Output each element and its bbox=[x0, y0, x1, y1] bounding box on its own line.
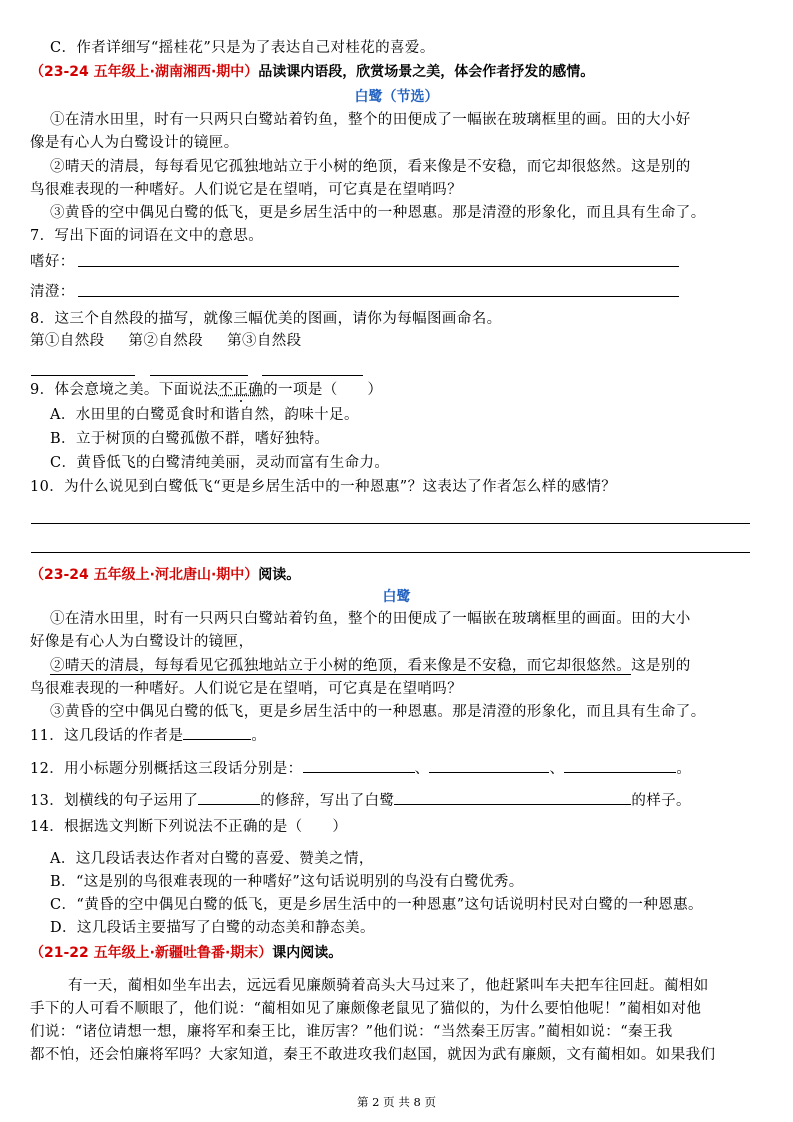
q14-option-a: A．这几段话表达作者对白鹭的喜爱、赞美之情， bbox=[50, 851, 374, 867]
q11-end: 。 bbox=[251, 728, 267, 744]
s3-line1: 有一天，蔺相如坐车出去，远远看见廉颇骑着高头大马过来了，他赶紧叫车夫把车往回赶。蔺相如 bbox=[68, 978, 709, 994]
question-8: 8．这三个自然段的描写，就像三幅优美的图画，请你为每幅图画命名。 bbox=[30, 311, 502, 327]
s3-line2: 手下的人可看不顺眼了，他们说：“蔺相如见了廉颇像老鼠见了猫似的，为什么要怕他呢！”蔺相如对他 bbox=[30, 1001, 702, 1017]
q8-answer-line-2[interactable] bbox=[150, 375, 248, 376]
s3-line3: 们说：“诸位请想一想，廉将军和秦王比，谁厉害？”他们说：“当然秦王厉害。”蔺相如说：“秦王我 bbox=[30, 1024, 673, 1040]
s1-para1-line2: 像是有心人为白鹭设计的镜匣。 bbox=[30, 135, 239, 151]
q12-blank-3[interactable] bbox=[564, 758, 676, 773]
q8-label-3: 第③自然段 bbox=[227, 333, 302, 349]
q8-label-2: 第②自然段 bbox=[128, 333, 204, 349]
s3-line4: 都不怕，还会怕廉将军吗？大家知道，秦王不敢进攻我们赵国，就因为武有廉颇，文有蔺相如。如果我们 bbox=[30, 1047, 716, 1063]
question-10: 10．为什么说见到白鹭低飞“更是乡居生活中的一种恩惠”？这表达了作者怎么样的感情？ bbox=[30, 479, 617, 495]
q11-text: 11．这几段话的作者是 bbox=[30, 728, 184, 744]
q12-sep-2: 、 bbox=[549, 761, 565, 777]
q7-word-label-2: 清澄： bbox=[30, 284, 75, 300]
section3-instruction: 课内阅读。 bbox=[272, 945, 343, 961]
q9-text-pre: 9．体会意境之美。下面说法 bbox=[30, 382, 219, 398]
q8-answer-line-1[interactable] bbox=[31, 375, 135, 376]
section1-passage-title: 白鹭（节选） bbox=[354, 89, 439, 105]
q10-answer-line-1[interactable] bbox=[31, 523, 750, 524]
s2-para2-line1 bbox=[50, 656, 691, 676]
q10-answer-line-2[interactable] bbox=[31, 552, 750, 553]
q12-blank-1[interactable] bbox=[303, 758, 415, 773]
question-7: 7．写出下面的词语在文中的意思。 bbox=[30, 228, 264, 244]
section3-source: （21-22 五年级上·新疆吐鲁番·期末） bbox=[30, 945, 273, 961]
section2-header bbox=[30, 565, 300, 585]
q8-answer-line-3[interactable] bbox=[262, 375, 363, 376]
q14-option-c: C．“黄昏的空中偶见白鹭的低飞，更是乡居生活中的一种恩惠”这句话说明村民对白鹭的一种恩惠。 bbox=[50, 897, 703, 913]
q8-labels bbox=[30, 331, 302, 351]
q12-blank-2[interactable] bbox=[429, 758, 549, 773]
page-footer: 第 2 页 共 8 页 bbox=[357, 1095, 436, 1109]
s1-para1-line1: ①在清水田里，时有一只两只白鹭站着钓鱼，整个的田便成了一幅嵌在玻璃框里的画。田的大小好 bbox=[50, 112, 691, 128]
s2-para1-line2: 好像是有心人为白鹭设计的镜匣， bbox=[30, 634, 254, 650]
q9-emphasis: 不正确 bbox=[218, 382, 264, 398]
section3-header bbox=[30, 943, 342, 963]
section2-passage-title: 白鹭 bbox=[382, 589, 411, 605]
q14-option-d: D．这几段话主要描写了白鹭的动态美和静态美。 bbox=[50, 920, 375, 936]
q12-end: 。 bbox=[676, 761, 692, 777]
q8-label-1: 第①自然段 bbox=[30, 333, 105, 349]
prev-option-c: C．作者详细写“摇桂花”只是为了表达自己对桂花的喜爱。 bbox=[50, 40, 435, 56]
q13-text-b: 的修辞，写出了白鹭 bbox=[260, 793, 395, 809]
q13-blank-1[interactable] bbox=[198, 790, 260, 805]
question-9 bbox=[30, 380, 382, 400]
q7-answer-line-2[interactable] bbox=[78, 296, 679, 297]
q13-text-a: 13．划横线的句子运用了 bbox=[30, 793, 199, 809]
question-13 bbox=[30, 790, 691, 811]
q13-blank-2[interactable] bbox=[394, 790, 631, 805]
s2-underlined-sentence: ②晴天的清晨，每每看见它孤独地站立于小树的绝顶，看来像是不安稳，而它却很悠然。 bbox=[50, 658, 632, 674]
section2-source: （23-24 五年级上·河北唐山·期中） bbox=[30, 567, 259, 583]
section1-source: （23-24 五年级上·湖南湘西·期中） bbox=[30, 64, 259, 80]
section1-header bbox=[30, 62, 594, 82]
q13-text-c: 的样子。 bbox=[631, 793, 691, 809]
q12-text: 12．用小标题分别概括这三段话分别是： bbox=[30, 761, 303, 777]
question-12 bbox=[30, 758, 691, 779]
s2-para2-rest: 这是别的 bbox=[631, 658, 691, 674]
q11-blank[interactable] bbox=[183, 725, 251, 740]
q9-text-post: 的一项是（ ） bbox=[263, 382, 383, 398]
s1-para2-line2: 鸟很难表现的一种嗜好。人们说它是在望哨，可它真是在望哨吗？ bbox=[30, 182, 463, 198]
s2-para1-line1: ①在清水田里，时有一只两只白鹭站着钓鱼，整个的田便成了一幅嵌在玻璃框里的画面。田的大小 bbox=[50, 611, 691, 627]
s1-para2-line1: ②晴天的清晨，每每看见它孤独地站立于小树的绝顶，看来像是不安稳，而它却很悠然。这是别的 bbox=[50, 159, 691, 175]
question-14: 14．根据选文判断下列说法不正确的是（ ） bbox=[30, 819, 348, 835]
s2-para3: ③黄昏的空中偶见白鹭的低飞，更是乡居生活中的一种恩惠。那是清澄的形象化，而且具有生命了。 bbox=[50, 704, 706, 720]
q14-option-b: B．“这是别的鸟很难表现的一种嗜好”这句话说明别的鸟没有白鹭优秀。 bbox=[50, 874, 524, 890]
q12-sep-1: 、 bbox=[414, 761, 430, 777]
s1-para3: ③黄昏的空中偶见白鹭的低飞，更是乡居生活中的一种恩惠。那是清澄的形象化，而且具有生命了。 bbox=[50, 205, 706, 221]
section2-instruction: 阅读。 bbox=[258, 567, 301, 583]
q9-option-b: B．立于树顶的白鹭孤傲不群，嗜好独特。 bbox=[50, 431, 330, 447]
q7-word-label-1: 嗜好： bbox=[30, 254, 75, 270]
q7-answer-line-1[interactable] bbox=[78, 266, 679, 267]
s2-para2-line2: 鸟很难表现的一种嗜好。人们说它是在望哨，可它真是在望哨吗？ bbox=[30, 681, 463, 697]
q9-option-c: C．黄昏低飞的白鹭清纯美丽，灵动而富有生命力。 bbox=[50, 455, 390, 471]
question-11 bbox=[30, 725, 266, 746]
section1-instruction: 品读课内语段，欣赏场景之美，体会作者抒发的感情。 bbox=[258, 64, 595, 80]
q9-option-a: A．水田里的白鹭觅食时和谐自然，韵味十足。 bbox=[50, 407, 359, 423]
